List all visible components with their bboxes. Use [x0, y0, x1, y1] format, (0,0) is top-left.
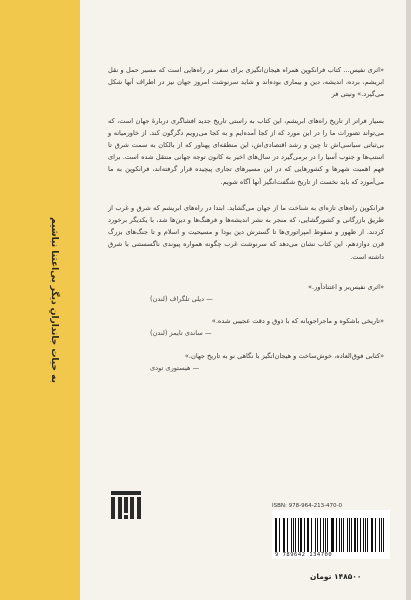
page-edge: [406, 0, 411, 600]
quote-source: — ساندی تایمز (لندن): [150, 329, 212, 338]
quote-source: — هیستوری تودی: [150, 363, 200, 372]
quote-text: «اثری نفیس‌بر و اعتنادآور.»: [307, 282, 384, 291]
review-quote-1: [108, 281, 384, 305]
quote-source: — دیلی تلگراف (لندن): [150, 295, 213, 304]
review-quote-2: [108, 315, 384, 339]
barcode-bar: [339, 518, 340, 552]
barcode-bar: [363, 518, 364, 552]
yellow-spine: [0, 0, 80, 600]
barcode: [272, 510, 390, 552]
back-cover-text: [108, 64, 384, 374]
spine-text: به حیات جاندارانِ دیگر بی‌اعتنا نباشیم: [49, 217, 59, 383]
barcode-bar: [315, 518, 316, 552]
publisher-logo-icon: [108, 487, 144, 523]
barcode-bar: [347, 518, 348, 552]
quote-text: «تاریخی باشکوه و ماجراجویانه که با ذوق و دقت عجیبی شده.»: [211, 317, 384, 326]
barcode-bar: [308, 518, 309, 552]
barcode-bar: [300, 518, 301, 552]
barcode-bar: [327, 518, 328, 552]
isbn-text: ISBN: 978-964-213-470-0: [272, 503, 343, 509]
barcode-bar: [357, 518, 358, 552]
barcode-bar: [371, 518, 372, 552]
review-quote-3: [108, 350, 384, 374]
barcode-block: [272, 503, 390, 559]
blurb-paragraph-1: «اثری نفیس... کتاب فرانکوپن همراه هیجان‌انگیزی برای سفر در راه‌هایی است که مسیر حمل و نقل ابریشم، برده، اندیشه، دین و بیماری بوده‌اند و شاید سرنوشت امروز جهان نیز در اطراف آنها شکل می‌گیرد.» ونیتی فر: [108, 66, 384, 99]
barcode-bar: [383, 518, 384, 552]
barcode-bar: [332, 518, 333, 552]
barcode-bar: [276, 518, 277, 552]
barcode-bar: [375, 518, 376, 552]
barcode-digits: 9 789642 134700: [272, 552, 390, 559]
blurb-paragraph-3: فرانکوپن راه‌های تازه‌ای به شناخت ما از جهان می‌گشاید. ابتدا در راه‌های ابریشم که شرق و غرب از طریق بازرگانی و کشورگشایی، که منجر به نشر اندیشه‌ها و فرهنگ‌ها و دین‌ها شد، با یکدیگر برخورد کردند. از ظهور و سقوط امپراتوری‌ها تا گسترش دین بودا و مسیحیت و اسلام و تا جنگ‌های بزرگ قرن دوازدهم. این کتاب نشان می‌دهد که سرنوشت غرب چگونه همواره پیوندی ناگسستنی با شرق داشته است.: [108, 203, 384, 261]
barcode-bar: [284, 518, 285, 552]
barcode-bar: [298, 518, 299, 552]
barcode-bar: [354, 518, 355, 552]
quote-text: «کتابی فوق‌العاده، خوش‌ساخت و هیجان‌انگیز با نگاهی نو به تاریخ جهان.»: [184, 351, 384, 360]
barcode-bar: [291, 518, 292, 552]
barcode-bar: [317, 518, 318, 552]
price-label: ۱۴۸۵۰۰ تومان: [310, 572, 362, 581]
blurb-paragraph-2: بسیار فراتر از تاریخ راه‌های ابریشم، این کتاب به راستی تاریخ جدید افشاگری دربارهٔ جهان است، که می‌تواند تصورات ما را در این مورد که از کجا آمده‌ایم و به کجا می‌رویم دگرگون کند. از خاورمیانه و بی‌ثباتی سیاسی‌اش تا چین و رشد اقتصادی‌اش، این منطقه‌ای پهناور که از بالکان به سمت شرق تا استپ‌ها و جنوب آسیا را در برمی‌گیرد در سال‌های اخیر به کانون توجه جهانی منتقل شده است. برای فهم اهمیت شهرها و کشورهایی که در این مسیرهای تجاری پیچیده قرار گرفته‌اند، فرانکوپن به ما می‌آموزد که باید نخست از تاریخ شگفت‌انگیز آنها آگاه شویم.: [108, 116, 384, 186]
